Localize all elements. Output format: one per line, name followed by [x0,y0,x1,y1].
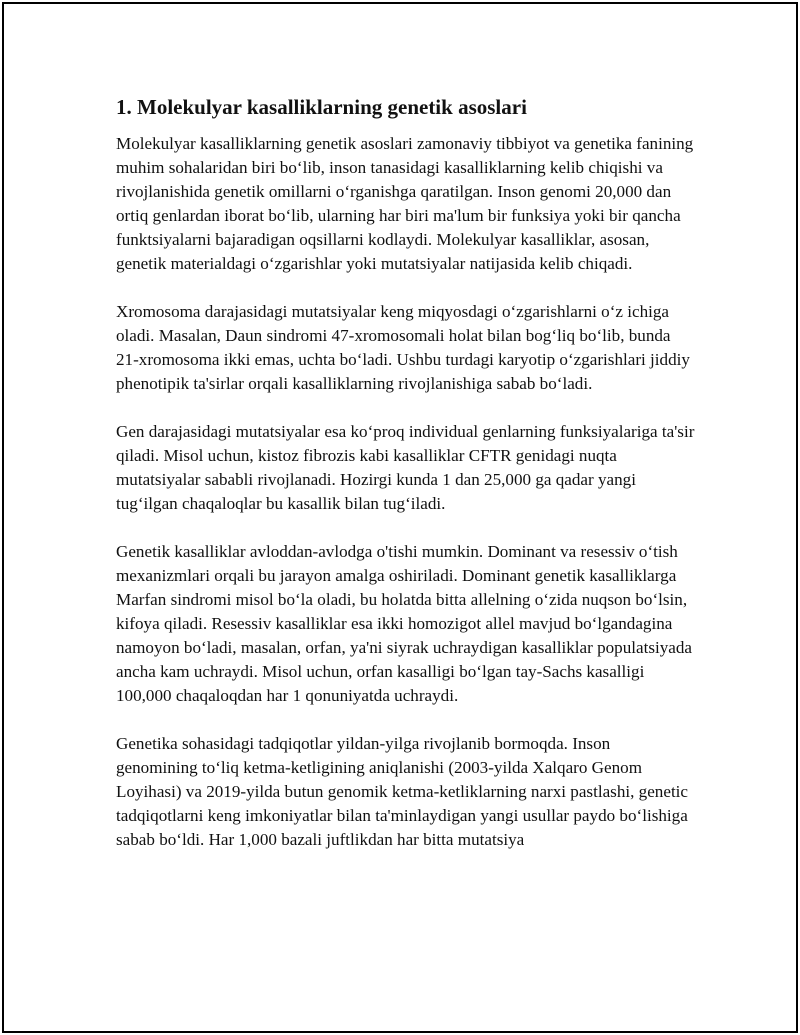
paragraph-gene-mutations: Gen darajasidagi mutatsiyalar esa ko‘proq individual genlarning funksiyalariga ta'sir qiladi. Misol uchun, kistoz fibrozis kabi kasalliklar CFTR genidagi nuqta mutatsiyalar sababli rivojlanadi. Hozirgi kunda 1 dan 25,000 ga qadar yangi tug‘ilgan chaqaloqlar bu kasallik bilan tug‘iladi. [116,422,695,513]
section-heading: 1. Molekulyar kasalliklarning genetik asoslari [116,95,527,119]
paragraph-inheritance: Genetik kasalliklar avloddan-avlodga o'tishi mumkin. Dominant va resessiv o‘tish mexanizmlari orqali bu jarayon amalga oshiriladi. Dominant genetik kasalliklarga Marfan sindromi misol bo‘la oladi, bu holatda bitta allelning o‘zida nuqson bo‘lsin, kifoya qiladi. Resessiv kasalliklar esa ikki homozigot allel mavjud bo‘lgandagina namoyon bo‘ladi, masalan, orfan, ya'ni siyrak uchraydigan kasalliklar populatsiyada ancha kam uchraydi. Misol uchun, orfan kasalligi bo‘lgan tay-Sachs kasalligi 100,000 chaqaloqdan har 1 qonuniyatda uchraydi. [116,542,693,705]
paragraph-chromosome-mutations: Xromosoma darajasidagi mutatsiyalar keng miqyosdagi o‘zgarishlarni o‘z ichiga oladi. Masalan, Daun sindromi 47-xromosomali holat bilan bog‘liq bo‘lib, bunda 21-xromosoma ikki emas, uchta bo‘ladi. Ushbu turdagi karyotip o‘zgarishlari jiddiy phenotipik ta'sirlar orqali kasalliklarning rivojlanishiga sabab bo‘ladi. [116,302,690,393]
paragraph-research-progress: Genetika sohasidagi tadqiqotlar yildan-yilga rivojlanib bormoqda. Inson genomining to‘liq ketma-ketligining aniqlanishi (2003-yilda Xalqaro Genom Loyihasi) va 2019-yilda butun genomik ketma-ketliklarning narxi pastlashi, genetic tadqiqotlarni keng imkoniyatlar bilan ta'minlaydigan yangi usullar paydo bo‘lishiga sabab bo‘ldi. Har 1,000 bazali juftlikdan har bitta mutatsiya [116,734,689,849]
document-body [116,93,696,876]
paragraph-genetic-basis: Molekulyar kasalliklarning genetik asoslari zamonaviy tibbiyot va genetika fanining muhim sohalaridan biri bo‘lib, inson tanasidagi kasalliklarning kelib chiqishi va rivojlanishida genetik omillarni o‘rganishga qaratilgan. Inson genomi 20,000 dan ortiq genlardan iborat bo‘lib, ularning har biri ma'lum bir funksiya yoki bir qancha funktsiyalarni bajaradigan oqsillarni kodlaydi. Molekulyar kasalliklar, asosan, genetik materialdagi o‘zgarishlar yoki mutatsiyalar natijasida kelib chiqadi. [116,134,694,273]
